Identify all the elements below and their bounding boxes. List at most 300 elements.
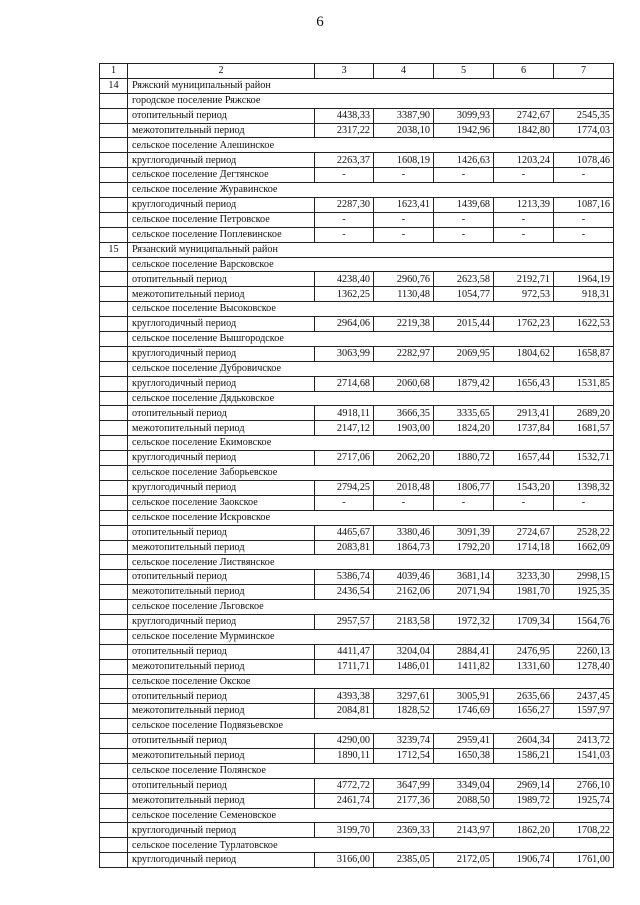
- value-cell: -: [494, 227, 554, 242]
- value-cell: 1362,25: [315, 287, 374, 302]
- value-cell: -: [554, 227, 614, 242]
- row-number-empty: [100, 198, 128, 213]
- period-label: сельское поселение Заокское: [128, 495, 315, 510]
- row-number-empty: [100, 93, 128, 108]
- value-cell: 2038,10: [374, 123, 434, 138]
- table-row: [100, 614, 614, 629]
- value-cell: 2689,20: [554, 406, 614, 421]
- value-cell: 1989,72: [494, 793, 554, 808]
- value-cell: 1925,74: [554, 793, 614, 808]
- value-cell: 1656,43: [494, 376, 554, 391]
- settlement-row: [100, 302, 614, 317]
- value-cell: 2794,25: [315, 480, 374, 495]
- row-number-empty: [100, 570, 128, 585]
- value-cell: 4465,67: [315, 525, 374, 540]
- period-label: межотопительный период: [128, 287, 315, 302]
- value-cell: 1879,42: [434, 376, 494, 391]
- district-name: Рязанский муниципальный район: [128, 242, 614, 257]
- period-label: отопительный период: [128, 689, 315, 704]
- period-label: сельское поселение Петровское: [128, 212, 315, 227]
- value-cell: 2062,20: [374, 451, 434, 466]
- value-cell: 2545,35: [554, 108, 614, 123]
- row-number-empty: [100, 644, 128, 659]
- period-label: межотопительный период: [128, 585, 315, 600]
- value-cell: 1087,16: [554, 198, 614, 213]
- header-cell: 5: [434, 64, 494, 79]
- period-label: отопительный период: [128, 778, 315, 793]
- row-number: 15: [100, 242, 128, 257]
- value-cell: -: [554, 212, 614, 227]
- value-cell: 2071,94: [434, 585, 494, 600]
- table-row: [100, 376, 614, 391]
- settlement-name: сельское поселение Листвянское: [128, 555, 614, 570]
- value-cell: 1792,20: [434, 540, 494, 555]
- row-number-empty: [100, 853, 128, 868]
- value-cell: 1903,00: [374, 421, 434, 436]
- row-number-empty: [100, 719, 128, 734]
- value-cell: -: [434, 168, 494, 183]
- period-label: круглогодичный период: [128, 823, 315, 838]
- settlement-name: сельское поселение Дубровичское: [128, 361, 614, 376]
- value-cell: -: [374, 212, 434, 227]
- value-cell: -: [315, 227, 374, 242]
- value-cell: 2742,67: [494, 108, 554, 123]
- settlement-row: [100, 257, 614, 272]
- value-cell: 1608,19: [374, 153, 434, 168]
- settlement-row: [100, 808, 614, 823]
- row-number-empty: [100, 838, 128, 853]
- value-cell: 2260,13: [554, 644, 614, 659]
- row-number: 14: [100, 78, 128, 93]
- row-number-empty: [100, 168, 128, 183]
- value-cell: 1656,27: [494, 704, 554, 719]
- table-row: [100, 704, 614, 719]
- value-cell: 1623,41: [374, 198, 434, 213]
- table-row: [100, 406, 614, 421]
- value-cell: 2172,05: [434, 853, 494, 868]
- row-number-empty: [100, 257, 128, 272]
- period-label: межотопительный период: [128, 540, 315, 555]
- value-cell: 4393,38: [315, 689, 374, 704]
- table-row: [100, 272, 614, 287]
- value-cell: -: [374, 168, 434, 183]
- settlement-name: сельское поселение Турлатовское: [128, 838, 614, 853]
- value-cell: 3349,04: [434, 778, 494, 793]
- period-label: отопительный период: [128, 406, 315, 421]
- value-cell: 1213,39: [494, 198, 554, 213]
- value-cell: 4411,47: [315, 644, 374, 659]
- table-row: [100, 480, 614, 495]
- row-number-empty: [100, 778, 128, 793]
- table-row: [100, 823, 614, 838]
- row-number-empty: [100, 346, 128, 361]
- row-number-empty: [100, 704, 128, 719]
- period-label: круглогодичный период: [128, 451, 315, 466]
- settlement-row: [100, 838, 614, 853]
- row-number-empty: [100, 272, 128, 287]
- value-cell: 3063,99: [315, 346, 374, 361]
- value-cell: 3091,39: [434, 525, 494, 540]
- header-row: [100, 64, 614, 79]
- table-row: [100, 153, 614, 168]
- row-number-empty: [100, 123, 128, 138]
- value-cell: 1862,20: [494, 823, 554, 838]
- settlement-name: сельское поселение Мурминское: [128, 629, 614, 644]
- row-number-empty: [100, 555, 128, 570]
- value-cell: 1543,20: [494, 480, 554, 495]
- period-label: круглогодичный период: [128, 153, 315, 168]
- value-cell: -: [315, 168, 374, 183]
- row-number-empty: [100, 585, 128, 600]
- tariff-table: [99, 63, 614, 868]
- row-number-empty: [100, 808, 128, 823]
- value-cell: 3199,70: [315, 823, 374, 838]
- value-cell: 1681,57: [554, 421, 614, 436]
- value-cell: 2724,67: [494, 525, 554, 540]
- row-number-empty: [100, 540, 128, 555]
- table-row: [100, 689, 614, 704]
- row-number-empty: [100, 212, 128, 227]
- row-number-empty: [100, 361, 128, 376]
- value-cell: 1709,34: [494, 614, 554, 629]
- row-number-empty: [100, 510, 128, 525]
- value-cell: 2317,22: [315, 123, 374, 138]
- row-number-empty: [100, 600, 128, 615]
- value-cell: 2969,14: [494, 778, 554, 793]
- value-cell: 4772,72: [315, 778, 374, 793]
- value-cell: 1906,74: [494, 853, 554, 868]
- row-number-empty: [100, 108, 128, 123]
- settlement-row: [100, 93, 614, 108]
- settlement-row: [100, 361, 614, 376]
- value-cell: 2714,68: [315, 376, 374, 391]
- value-cell: 1842,80: [494, 123, 554, 138]
- value-cell: 4238,40: [315, 272, 374, 287]
- settlement-row: [100, 510, 614, 525]
- row-number-empty: [100, 689, 128, 704]
- value-cell: 2219,38: [374, 317, 434, 332]
- value-cell: -: [374, 495, 434, 510]
- period-label: межотопительный период: [128, 704, 315, 719]
- settlement-name: сельское поселение Екимовское: [128, 436, 614, 451]
- value-cell: 3166,00: [315, 853, 374, 868]
- settlement-name: сельское поселение Семеновское: [128, 808, 614, 823]
- value-cell: 1925,35: [554, 585, 614, 600]
- value-cell: 4918,11: [315, 406, 374, 421]
- row-number-empty: [100, 317, 128, 332]
- table-row: [100, 168, 614, 183]
- value-cell: -: [554, 495, 614, 510]
- row-number-empty: [100, 302, 128, 317]
- period-label: межотопительный период: [128, 659, 315, 674]
- row-number-empty: [100, 153, 128, 168]
- value-cell: 1426,63: [434, 153, 494, 168]
- value-cell: 1942,96: [434, 123, 494, 138]
- row-number-empty: [100, 138, 128, 153]
- header-cell: 1: [100, 64, 128, 79]
- settlement-row: [100, 138, 614, 153]
- period-label: круглогодичный период: [128, 346, 315, 361]
- value-cell: 3239,74: [374, 734, 434, 749]
- value-cell: 1981,70: [494, 585, 554, 600]
- row-number-empty: [100, 734, 128, 749]
- value-cell: 1532,71: [554, 451, 614, 466]
- value-cell: 1864,73: [374, 540, 434, 555]
- settlement-name: сельское поселение Алешинское: [128, 138, 614, 153]
- table-row: [100, 346, 614, 361]
- period-label: сельское поселение Поплевинское: [128, 227, 315, 242]
- value-cell: 2913,41: [494, 406, 554, 421]
- value-cell: 2476,95: [494, 644, 554, 659]
- value-cell: 2635,66: [494, 689, 554, 704]
- settlement-row: [100, 436, 614, 451]
- settlement-name: сельское поселение Искровское: [128, 510, 614, 525]
- row-number-empty: [100, 376, 128, 391]
- settlement-name: городское поселение Ряжское: [128, 93, 614, 108]
- value-cell: 1586,21: [494, 748, 554, 763]
- value-cell: 1411,82: [434, 659, 494, 674]
- value-cell: -: [434, 227, 494, 242]
- district-row: [100, 242, 614, 257]
- value-cell: 2069,95: [434, 346, 494, 361]
- district-name: Ряжский муниципальный район: [128, 78, 614, 93]
- value-cell: 1662,09: [554, 540, 614, 555]
- row-number-empty: [100, 480, 128, 495]
- value-cell: 4290,00: [315, 734, 374, 749]
- settlement-name: сельское поселение Высоковское: [128, 302, 614, 317]
- value-cell: 918,31: [554, 287, 614, 302]
- table-row: [100, 212, 614, 227]
- value-cell: 1398,32: [554, 480, 614, 495]
- row-number-empty: [100, 763, 128, 778]
- table-row: [100, 793, 614, 808]
- value-cell: 1964,19: [554, 272, 614, 287]
- value-cell: 3297,61: [374, 689, 434, 704]
- value-cell: 2143,97: [434, 823, 494, 838]
- value-cell: 1130,48: [374, 287, 434, 302]
- value-cell: 1657,44: [494, 451, 554, 466]
- value-cell: 2369,33: [374, 823, 434, 838]
- value-cell: 1486,01: [374, 659, 434, 674]
- value-cell: -: [374, 227, 434, 242]
- period-label: межотопительный период: [128, 123, 315, 138]
- value-cell: 4039,46: [374, 570, 434, 585]
- period-label: отопительный период: [128, 644, 315, 659]
- row-number-empty: [100, 421, 128, 436]
- value-cell: 2183,58: [374, 614, 434, 629]
- value-cell: 2060,68: [374, 376, 434, 391]
- value-cell: 2528,22: [554, 525, 614, 540]
- value-cell: 1746,69: [434, 704, 494, 719]
- table-row: [100, 495, 614, 510]
- value-cell: 1824,20: [434, 421, 494, 436]
- value-cell: 1331,60: [494, 659, 554, 674]
- row-number-empty: [100, 748, 128, 763]
- value-cell: 1658,87: [554, 346, 614, 361]
- value-cell: 1804,62: [494, 346, 554, 361]
- value-cell: 972,53: [494, 287, 554, 302]
- value-cell: 3647,99: [374, 778, 434, 793]
- value-cell: -: [315, 212, 374, 227]
- settlement-name: сельское поселение Окское: [128, 674, 614, 689]
- value-cell: -: [434, 495, 494, 510]
- header-cell: 6: [494, 64, 554, 79]
- table-row: [100, 123, 614, 138]
- value-cell: 1541,03: [554, 748, 614, 763]
- header-cell: 2: [128, 64, 315, 79]
- table-row: [100, 659, 614, 674]
- value-cell: 2461,74: [315, 793, 374, 808]
- value-cell: 2282,97: [374, 346, 434, 361]
- table-row: [100, 778, 614, 793]
- value-cell: 1078,46: [554, 153, 614, 168]
- row-number-empty: [100, 227, 128, 242]
- value-cell: 1597,97: [554, 704, 614, 719]
- row-number-empty: [100, 287, 128, 302]
- row-number-empty: [100, 391, 128, 406]
- table-row: [100, 227, 614, 242]
- settlement-name: сельское поселение Дядьковское: [128, 391, 614, 406]
- table-row: [100, 198, 614, 213]
- value-cell: -: [554, 168, 614, 183]
- value-cell: 1708,22: [554, 823, 614, 838]
- settlement-row: [100, 629, 614, 644]
- value-cell: -: [494, 168, 554, 183]
- value-cell: 2604,34: [494, 734, 554, 749]
- value-cell: 3233,30: [494, 570, 554, 585]
- table-row: [100, 525, 614, 540]
- row-number-empty: [100, 823, 128, 838]
- row-number-empty: [100, 614, 128, 629]
- value-cell: -: [434, 212, 494, 227]
- period-label: отопительный период: [128, 525, 315, 540]
- settlement-row: [100, 183, 614, 198]
- header-cell: 4: [374, 64, 434, 79]
- row-number-empty: [100, 793, 128, 808]
- period-label: круглогодичный период: [128, 198, 315, 213]
- period-label: межотопительный период: [128, 421, 315, 436]
- value-cell: -: [315, 495, 374, 510]
- value-cell: 2437,45: [554, 689, 614, 704]
- value-cell: 2192,71: [494, 272, 554, 287]
- value-cell: 1890,11: [315, 748, 374, 763]
- value-cell: 3387,90: [374, 108, 434, 123]
- settlement-row: [100, 332, 614, 347]
- period-label: круглогодичный период: [128, 480, 315, 495]
- value-cell: 1828,52: [374, 704, 434, 719]
- value-cell: -: [494, 212, 554, 227]
- row-number-empty: [100, 674, 128, 689]
- table-row: [100, 644, 614, 659]
- table-row: [100, 853, 614, 868]
- value-cell: 1774,03: [554, 123, 614, 138]
- table-row: [100, 570, 614, 585]
- value-cell: 1761,00: [554, 853, 614, 868]
- value-cell: 2084,81: [315, 704, 374, 719]
- value-cell: 2623,58: [434, 272, 494, 287]
- value-cell: 2287,30: [315, 198, 374, 213]
- table-row: [100, 287, 614, 302]
- value-cell: 4438,33: [315, 108, 374, 123]
- value-cell: 1762,23: [494, 317, 554, 332]
- settlement-row: [100, 674, 614, 689]
- settlement-row: [100, 719, 614, 734]
- table-row: [100, 317, 614, 332]
- table-row: [100, 585, 614, 600]
- value-cell: 1806,77: [434, 480, 494, 495]
- table-row: [100, 748, 614, 763]
- value-cell: 2717,06: [315, 451, 374, 466]
- value-cell: 1278,40: [554, 659, 614, 674]
- value-cell: 2957,57: [315, 614, 374, 629]
- value-cell: 1531,85: [554, 376, 614, 391]
- settlement-row: [100, 466, 614, 481]
- value-cell: 1203,24: [494, 153, 554, 168]
- header-cell: 3: [315, 64, 374, 79]
- value-cell: 3335,65: [434, 406, 494, 421]
- value-cell: 2884,41: [434, 644, 494, 659]
- row-number-empty: [100, 451, 128, 466]
- page-number: 6: [316, 14, 324, 30]
- value-cell: 2147,12: [315, 421, 374, 436]
- value-cell: 1737,84: [494, 421, 554, 436]
- value-cell: 1622,53: [554, 317, 614, 332]
- value-cell: 2088,50: [434, 793, 494, 808]
- value-cell: 3666,35: [374, 406, 434, 421]
- period-label: сельское поселение Дегтянское: [128, 168, 315, 183]
- value-cell: 3005,91: [434, 689, 494, 704]
- value-cell: 1711,71: [315, 659, 374, 674]
- value-cell: 3380,46: [374, 525, 434, 540]
- table-row: [100, 540, 614, 555]
- value-cell: 5386,74: [315, 570, 374, 585]
- table-row: [100, 734, 614, 749]
- value-cell: 2964,06: [315, 317, 374, 332]
- value-cell: 2018,48: [374, 480, 434, 495]
- settlement-name: сельское поселение Подвязьевское: [128, 719, 614, 734]
- value-cell: 2083,81: [315, 540, 374, 555]
- row-number-empty: [100, 659, 128, 674]
- period-label: отопительный период: [128, 108, 315, 123]
- value-cell: 1972,32: [434, 614, 494, 629]
- period-label: отопительный период: [128, 570, 315, 585]
- header-cell: 7: [554, 64, 614, 79]
- row-number-empty: [100, 183, 128, 198]
- settlement-name: сельское поселение Журавинское: [128, 183, 614, 198]
- row-number-empty: [100, 436, 128, 451]
- period-label: отопительный период: [128, 272, 315, 287]
- row-number-empty: [100, 332, 128, 347]
- value-cell: 1880,72: [434, 451, 494, 466]
- settlement-name: сельское поселение Вышгородское: [128, 332, 614, 347]
- row-number-empty: [100, 629, 128, 644]
- period-label: межотопительный период: [128, 793, 315, 808]
- value-cell: 2959,41: [434, 734, 494, 749]
- row-number-empty: [100, 406, 128, 421]
- settlement-name: сельское поселение Заборьевское: [128, 466, 614, 481]
- row-number-empty: [100, 466, 128, 481]
- value-cell: 1439,68: [434, 198, 494, 213]
- value-cell: 3204,04: [374, 644, 434, 659]
- value-cell: 2960,76: [374, 272, 434, 287]
- settlement-name: сельское поселение Полянское: [128, 763, 614, 778]
- period-label: круглогодичный период: [128, 317, 315, 332]
- period-label: круглогодичный период: [128, 853, 315, 868]
- district-row: [100, 78, 614, 93]
- value-cell: 1564,76: [554, 614, 614, 629]
- period-label: круглогодичный период: [128, 614, 315, 629]
- table-row: [100, 421, 614, 436]
